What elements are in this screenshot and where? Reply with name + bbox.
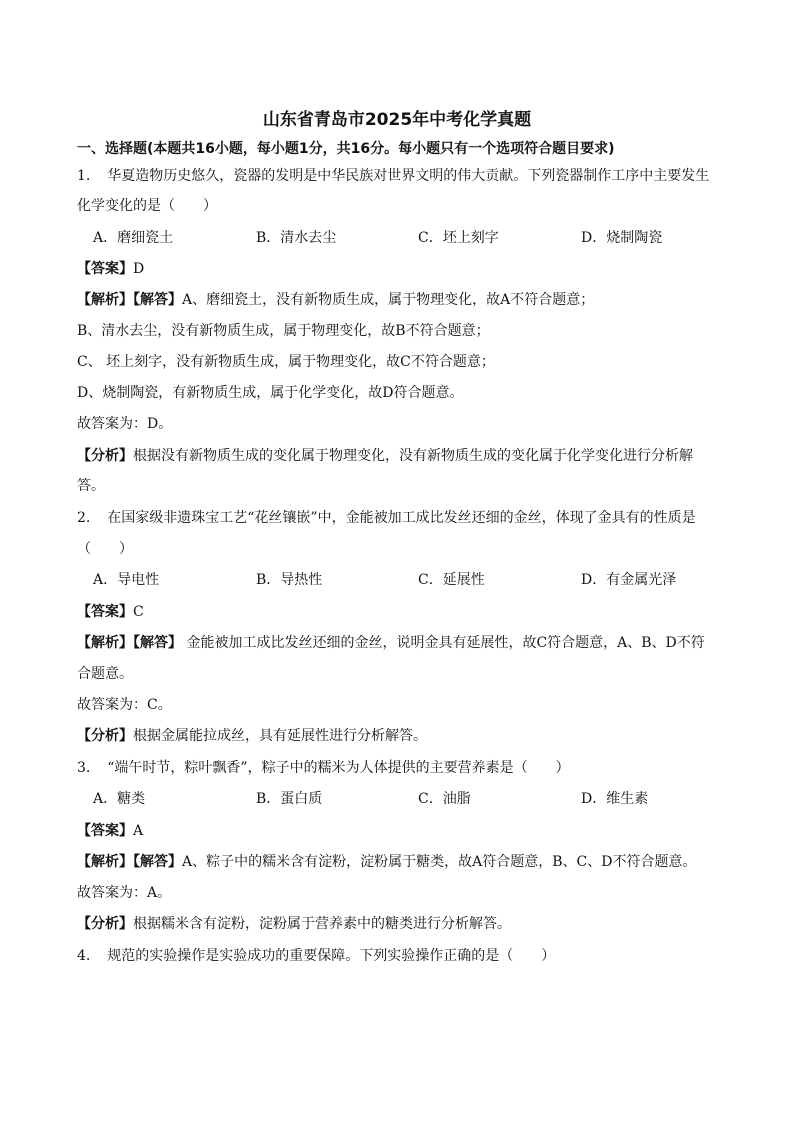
analysis-text: A、磨细瓷土，没有新物质生成，属于物理变化，故A不符合题意； — [182, 292, 595, 308]
question-number: 4. — [77, 948, 91, 964]
option-b: B．蛋白质 — [256, 791, 323, 807]
option-c: C．油脂 — [418, 791, 471, 807]
answer-line — [77, 602, 144, 622]
option-c: C．延展性 — [418, 572, 485, 588]
analysis-line: B、清水去尘，没有新物质生成，属于物理变化，故B不符合题意； — [77, 323, 490, 339]
commentary-line — [77, 914, 511, 934]
analysis-line — [77, 852, 696, 872]
commentary-line — [77, 446, 693, 466]
question-number: 1. — [77, 168, 91, 184]
answer-label: 【答案】 — [77, 604, 133, 620]
analysis-label: 【解析】【解答】 — [77, 854, 182, 870]
analysis-line: C、 坯上刻字，没有新物质生成，属于物理变化，故C不符合题意； — [77, 354, 495, 370]
question-1-stem-cont: 化学变化的是（ ） — [77, 198, 217, 214]
analysis-line: 合题意。 — [77, 666, 133, 682]
final-answer: 故答案为：A。 — [77, 885, 172, 901]
option-a: A．磨细瓷土 — [93, 230, 174, 246]
analysis-label: 【解析】【解答】 — [77, 292, 182, 308]
commentary-label: 【分析】 — [77, 916, 133, 932]
option-d: D．有金属光泽 — [581, 572, 677, 588]
question-text: “端午时节，粽叶飘香”，粽子中的糯米为人体提供的主要营养素是（ ） — [107, 760, 570, 776]
option-b: B．导热性 — [256, 572, 323, 588]
page-title: 山东省青岛市2025年中考化学真题 — [262, 110, 532, 130]
analysis-line — [77, 633, 705, 653]
answer-line — [77, 259, 144, 279]
analysis-line — [77, 290, 594, 310]
question-text: 规范的实验操作是实验成功的重要保障。下列实验操作正确的是（ ） — [107, 948, 556, 964]
option-a: A．糖类 — [93, 791, 146, 807]
final-answer: 故答案为：C。 — [77, 697, 172, 713]
option-b: B．清水去尘 — [256, 230, 337, 246]
commentary-text: 根据没有新物质生成的变化属于物理变化，没有新物质生成的变化属于化学变化进行分析解 — [133, 448, 693, 464]
question-2-stem — [77, 508, 696, 528]
question-1-stem — [77, 166, 709, 186]
question-text: 在国家级非遗珠宝工艺“花丝镶嵌”中，金能被加工成比发丝还细的金丝，体现了金具有的性质是 — [107, 510, 696, 526]
answer-line — [77, 821, 143, 841]
analysis-text: 金能被加工成比发丝还细的金丝，说明金具有延展性，故C符合题意，A、B、D不符 — [182, 635, 705, 651]
question-number: 2. — [77, 510, 91, 526]
answer-value: D — [133, 261, 145, 277]
commentary-text: 根据金属能拉成丝，具有延展性进行分析解答。 — [133, 728, 427, 744]
commentary-label: 【分析】 — [77, 448, 133, 464]
answer-value: C — [133, 604, 144, 620]
commentary-text: 根据糯米含有淀粉，淀粉属于营养素中的糖类进行分析解答。 — [133, 916, 511, 932]
commentary-line: 答。 — [77, 478, 105, 494]
commentary-label: 【分析】 — [77, 728, 133, 744]
option-d: D．烧制陶瓷 — [581, 230, 663, 246]
question-3-stem — [77, 758, 570, 778]
answer-label: 【答案】 — [77, 823, 133, 839]
answer-value: A — [133, 823, 144, 839]
option-a: A．导电性 — [93, 572, 160, 588]
analysis-label: 【解析】【解答】 — [77, 635, 182, 651]
question-number: 3. — [77, 760, 91, 776]
option-c: C．坯上刻字 — [418, 230, 499, 246]
commentary-line — [77, 726, 427, 746]
section-heading: 一、选择题(本题共16小题，每小题1分，共16分。每小题只有一个选项符合题目要求) — [77, 141, 615, 157]
final-answer: 故答案为：D。 — [77, 416, 173, 432]
analysis-line: D、烧制陶瓷，有新物质生成，属于化学变化，故D符合题意。 — [77, 385, 464, 401]
option-d: D．维生素 — [581, 791, 649, 807]
question-2-stem-cont: （ ） — [77, 541, 133, 557]
question-text: 华夏造物历史悠久，瓷器的发明是中华民族对世界文明的伟大贡献。下列瓷器制作工序中主要发生 — [107, 168, 710, 184]
analysis-text: A、粽子中的糯米含有淀粉，淀粉属于糖类，故A符合题意，B、C、D不符合题意。 — [182, 854, 697, 870]
answer-label: 【答案】 — [77, 261, 133, 277]
question-4-stem — [77, 946, 555, 966]
